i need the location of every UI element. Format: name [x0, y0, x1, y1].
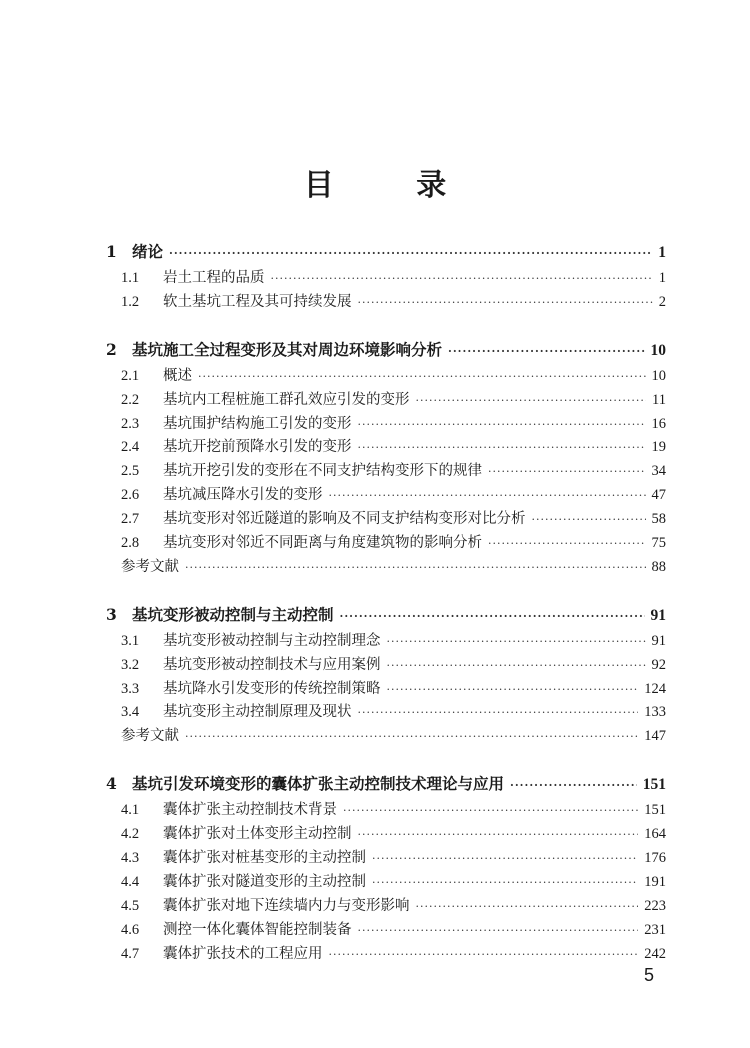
section-number: 4.4: [121, 873, 140, 890]
section-number: 2.5: [121, 463, 140, 480]
section-page: 1: [658, 270, 666, 286]
section-page: 10: [651, 367, 666, 384]
section-page: 176: [644, 850, 666, 867]
section-number: 3.3: [121, 680, 140, 697]
dot-leader: [387, 659, 646, 672]
dot-leader: [358, 828, 639, 841]
chapter-page: 1: [658, 244, 666, 261]
chapter-title: 绪论: [132, 242, 164, 261]
section-title: 囊体扩张主动控制技术背景: [163, 802, 337, 819]
section-title: 基坑减压降水引发的变形: [163, 487, 323, 504]
section-page: 164: [644, 826, 666, 843]
section-page: 91: [651, 632, 666, 649]
dot-leader: [448, 345, 644, 358]
dot-leader: [185, 730, 638, 743]
dot-leader: [358, 441, 646, 454]
dot-leader: [185, 561, 646, 574]
section-page: 58: [651, 511, 666, 528]
dot-leader: [271, 272, 653, 285]
section-number: 4.1: [121, 802, 140, 819]
section-number: 1.1: [121, 270, 140, 286]
dot-leader: [358, 418, 646, 431]
toc-section-entry[interactable]: [106, 894, 666, 918]
section-page: 11: [652, 391, 666, 408]
chapter-number: 2: [106, 339, 117, 359]
page-title: 目 录: [303, 168, 483, 203]
toc-references-entry[interactable]: [106, 724, 666, 748]
dot-leader: [372, 876, 638, 889]
toc-section-entry[interactable]: [106, 290, 666, 314]
section-page: 124: [644, 680, 666, 697]
section-title: 基坑变形被动控制与主动控制理念: [163, 632, 381, 649]
section-page: 92: [651, 656, 666, 673]
chapter-title: 基坑施工全过程变形及其对周边环境影响分析: [132, 339, 443, 359]
section-number: 3.4: [121, 704, 140, 721]
chapter-page: 91: [650, 606, 666, 624]
section-title: 囊体扩张对桩基变形的主动控制: [163, 850, 366, 867]
toc-section-entry[interactable]: [106, 364, 666, 388]
toc-section-entry[interactable]: [106, 266, 666, 290]
toc-section-entry[interactable]: [106, 846, 666, 870]
section-number: 4.5: [121, 897, 140, 914]
dot-leader: [329, 948, 639, 961]
toc-section-entry[interactable]: [106, 435, 666, 459]
chapter-page: 10: [650, 341, 666, 359]
section-title: 基坑围护结构施工引发的变形: [163, 415, 352, 432]
toc-section-entry[interactable]: [106, 918, 666, 942]
dot-leader: [340, 610, 645, 623]
section-title: 参考文献: [121, 558, 179, 575]
section-title: 基坑开挖引发的变形在不同支护结构变形下的规律: [163, 463, 482, 480]
section-page: 34: [651, 463, 666, 480]
toc-section-entry[interactable]: [106, 388, 666, 412]
section-page: 75: [651, 535, 666, 552]
section-number: 1.2: [121, 293, 140, 310]
toc-references-entry[interactable]: [106, 555, 666, 579]
toc-section-entry[interactable]: [106, 507, 666, 531]
dot-leader: [329, 489, 646, 502]
section-page: 2: [658, 293, 666, 310]
section-title: 囊体扩张技术的工程应用: [163, 945, 323, 962]
dot-leader: [387, 683, 639, 696]
section-title: 参考文献: [121, 728, 179, 745]
toc-chapter-entry[interactable]: [106, 338, 666, 364]
chapter-number: 4: [106, 774, 117, 794]
dot-leader: [387, 635, 646, 648]
toc-section-entry[interactable]: [106, 942, 666, 966]
dot-leader: [510, 779, 637, 792]
toc-chapter: [106, 338, 666, 579]
dot-leader: [198, 370, 646, 383]
section-number: 4.2: [121, 826, 140, 843]
section-title: 囊体扩张对土体变形主动控制: [163, 826, 352, 843]
section-page: 191: [644, 873, 666, 890]
toc-section-entry[interactable]: [106, 531, 666, 555]
section-number: 2.6: [121, 487, 140, 504]
toc-chapter: [106, 240, 666, 314]
toc-section-entry[interactable]: [106, 677, 666, 701]
chapter-title: 基坑引发环境变形的囊体扩张主动控制技术理论与应用: [132, 774, 505, 794]
dot-leader: [488, 465, 646, 478]
section-number: 2.4: [121, 439, 140, 456]
chapter-number: 1: [106, 242, 117, 261]
section-page: 231: [644, 921, 666, 938]
chapter-page: 151: [642, 776, 666, 794]
section-number: 3.2: [121, 656, 140, 673]
dot-leader: [416, 900, 639, 913]
section-title: 概述: [163, 367, 192, 384]
section-number: 4.6: [121, 921, 140, 938]
section-page: 133: [644, 704, 666, 721]
section-number: 2.7: [121, 511, 140, 528]
toc-section-entry[interactable]: [106, 412, 666, 436]
section-title: 基坑变形主动控制原理及现状: [163, 704, 352, 721]
section-number: 4.3: [121, 850, 140, 867]
dot-leader: [532, 513, 646, 526]
dot-leader: [358, 296, 653, 309]
toc-section-entry[interactable]: [106, 700, 666, 724]
toc-section-entry[interactable]: [106, 870, 666, 894]
section-page: 88: [651, 558, 666, 575]
section-title: 基坑变形对邻近隧道的影响及不同支护结构变形对比分析: [163, 511, 526, 528]
dot-leader: [372, 852, 638, 865]
section-page: 16: [651, 415, 666, 432]
section-page: 47: [651, 487, 666, 504]
toc-chapter: [106, 772, 666, 965]
dot-leader: [416, 394, 647, 407]
section-title: 岩土工程的品质: [163, 270, 265, 286]
toc-chapter-entry[interactable]: [106, 772, 666, 798]
section-page: 242: [644, 945, 666, 962]
section-number: 2.8: [121, 535, 140, 552]
section-number: 2.2: [121, 391, 140, 408]
page-number: 5: [644, 965, 655, 985]
chapter-number: 3: [106, 604, 117, 624]
table-of-contents: [106, 240, 666, 989]
section-title: 软土基坑工程及其可持续发展: [163, 293, 352, 310]
section-page: 223: [644, 897, 666, 914]
section-title: 基坑降水引发变形的传统控制策略: [163, 680, 381, 697]
section-number: 3.1: [121, 632, 140, 649]
section-page: 151: [644, 802, 666, 819]
toc-chapter-entry[interactable]: [106, 240, 666, 266]
section-title: 基坑变形被动控制技术与应用案例: [163, 656, 381, 673]
toc-section-entry[interactable]: [106, 798, 666, 822]
toc-section-entry[interactable]: [106, 653, 666, 677]
section-number: 2.1: [121, 367, 140, 384]
dot-leader: [358, 924, 639, 937]
toc-section-entry[interactable]: [106, 629, 666, 653]
section-title: 囊体扩张对地下连续墙内力与变形影响: [163, 897, 410, 914]
section-title: 测控一体化囊体智能控制装备: [163, 921, 352, 938]
section-page: 147: [644, 728, 666, 745]
toc-section-entry[interactable]: [106, 483, 666, 507]
toc-chapter-entry[interactable]: [106, 603, 666, 629]
section-page: 19: [651, 439, 666, 456]
toc-section-entry[interactable]: [106, 459, 666, 483]
dot-leader: [488, 537, 646, 550]
section-title: 基坑开挖前预降水引发的变形: [163, 439, 352, 456]
dot-leader: [358, 706, 639, 719]
dot-leader: [169, 247, 652, 260]
toc-chapter: [106, 603, 666, 748]
section-title: 基坑内工程桩施工群孔效应引发的变形: [163, 391, 410, 408]
toc-section-entry[interactable]: [106, 822, 666, 846]
chapter-title: 基坑变形被动控制与主动控制: [132, 604, 334, 624]
section-title: 囊体扩张对隧道变形的主动控制: [163, 873, 366, 890]
section-number: 2.3: [121, 415, 140, 432]
dot-leader: [343, 804, 638, 817]
section-number: 4.7: [121, 945, 140, 962]
section-title: 基坑变形对邻近不同距离与角度建筑物的影响分析: [163, 535, 482, 552]
